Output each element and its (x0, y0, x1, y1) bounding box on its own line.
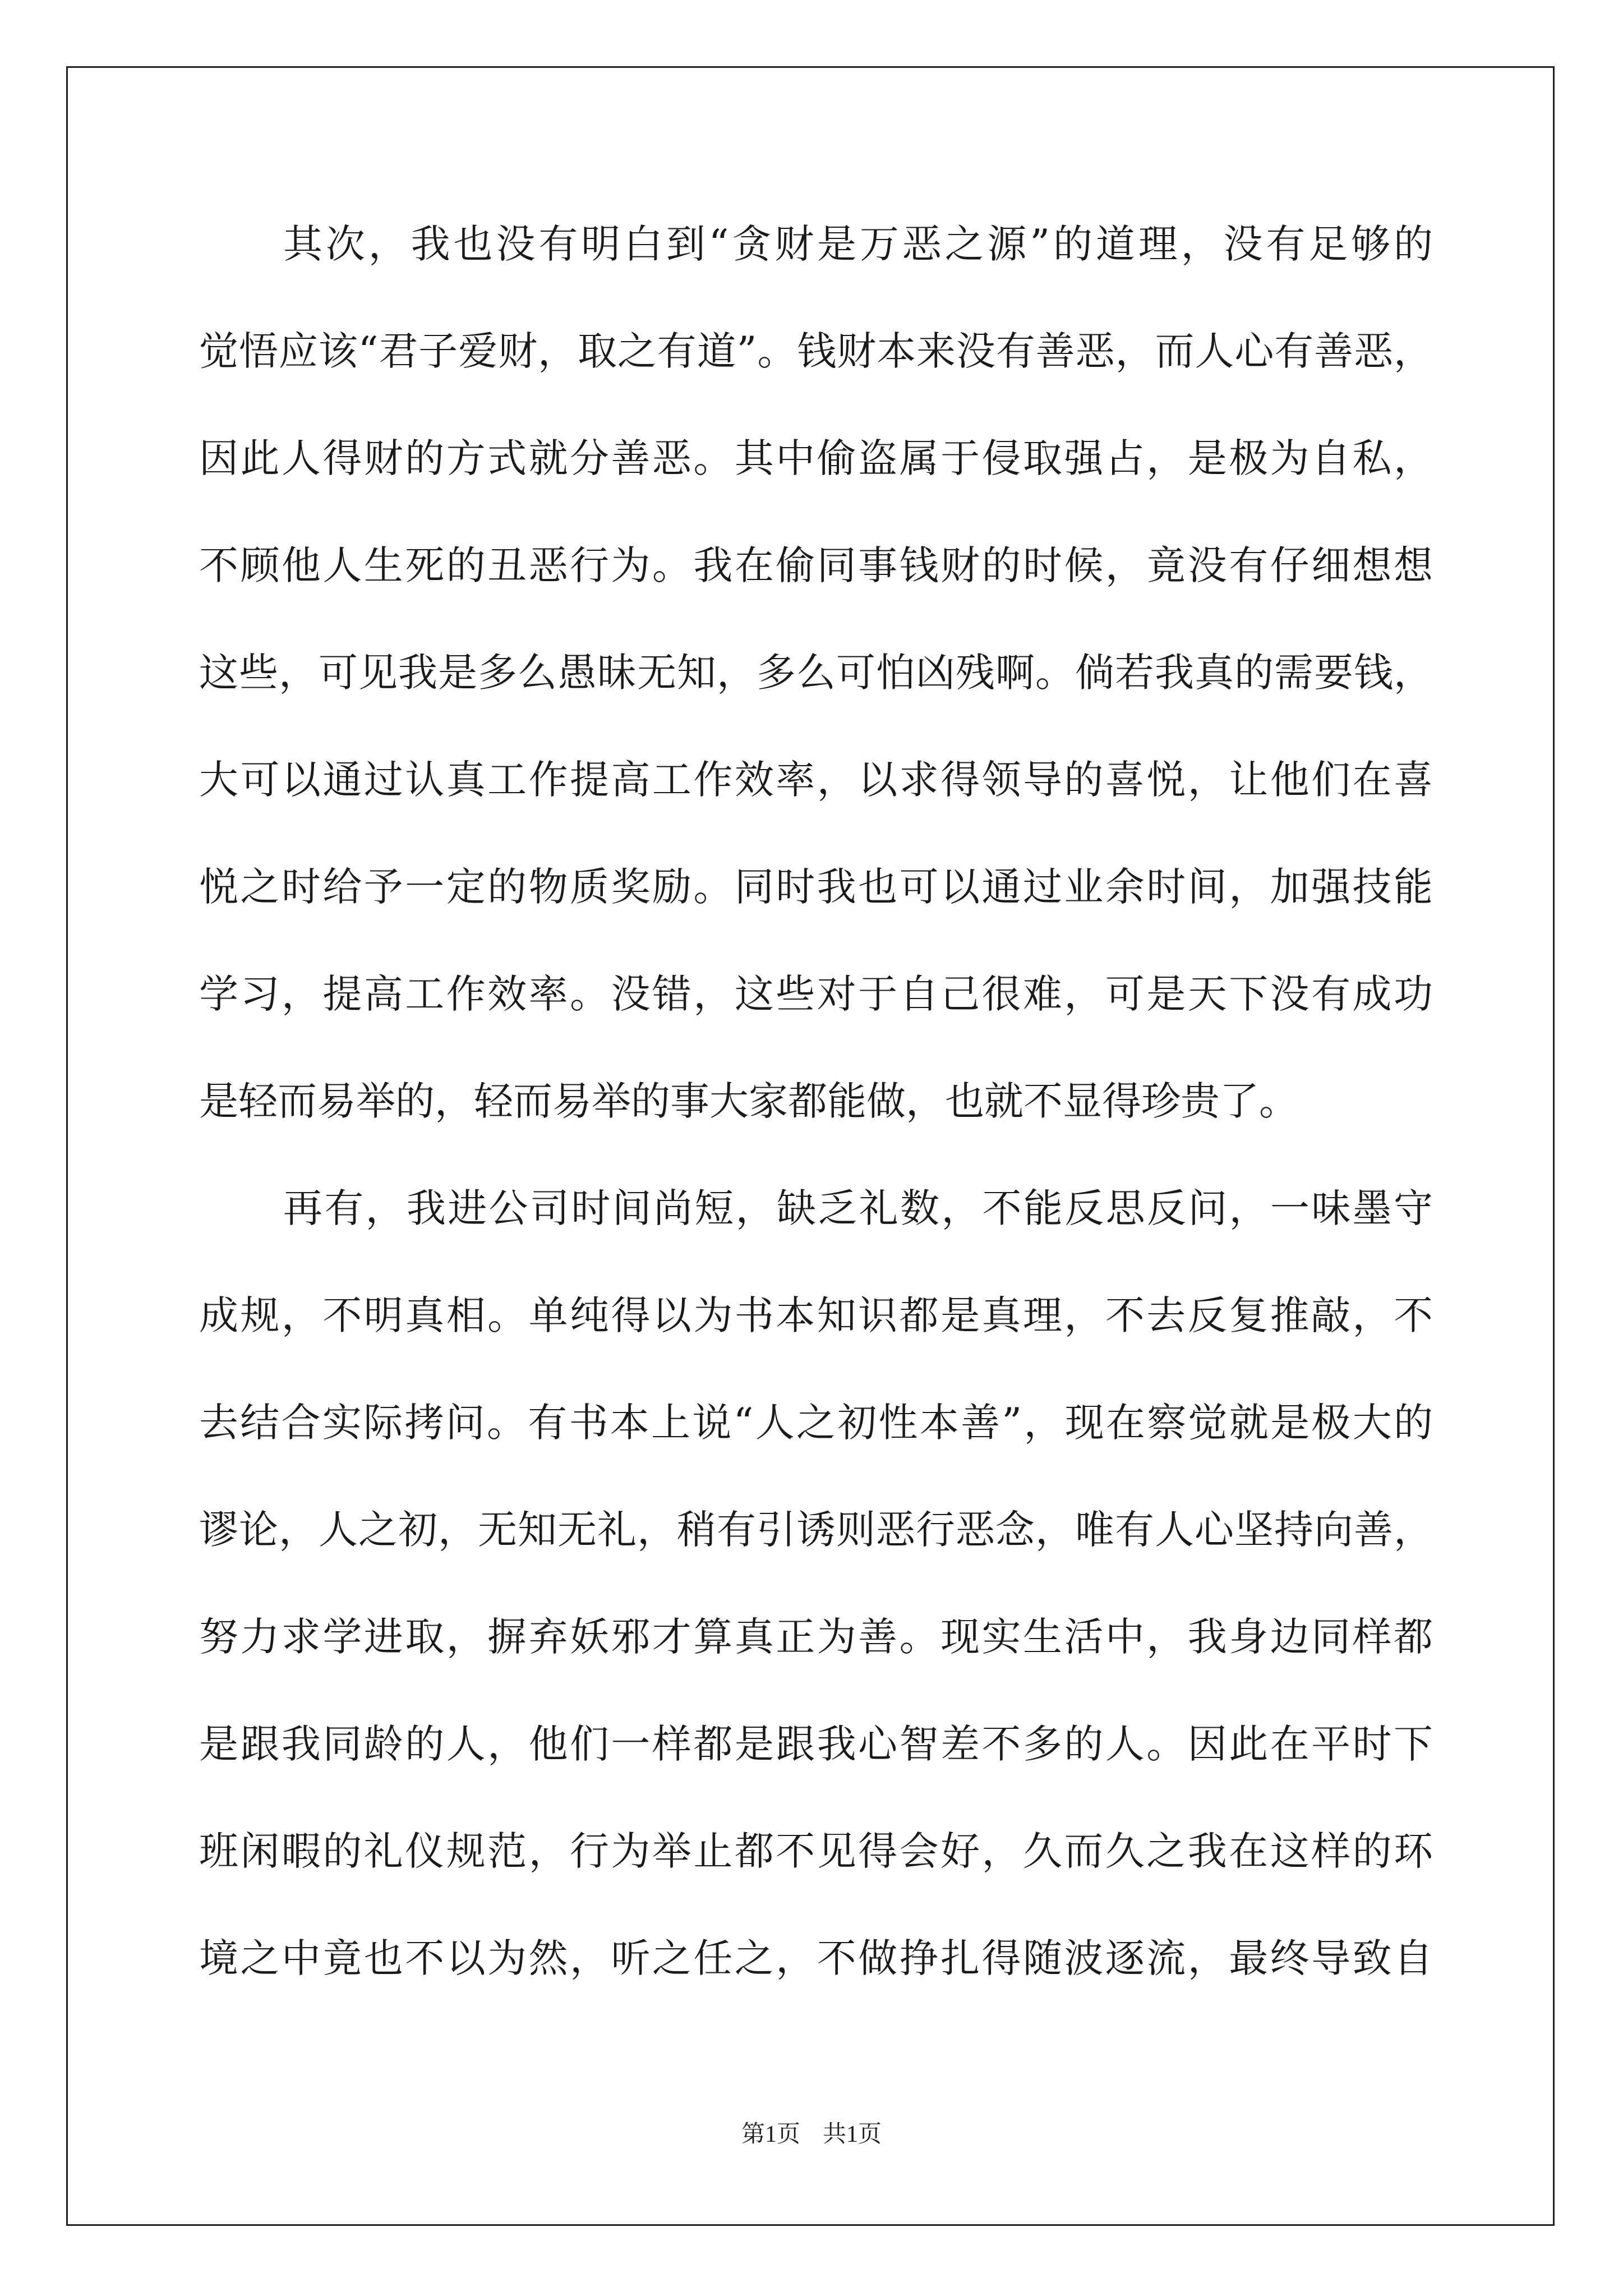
paragraph-2-line-2: 成规，不明真相。单纯得以为书本知识都是真理，不去反复推敲，不 (199, 1292, 1433, 1338)
paragraph-1-line-9: 是轻而易举的，轻而易举的事大家都能做，也就不显得珍贵了。 (199, 1078, 1298, 1124)
paragraph-1-line-8: 学习，提高工作效率。没错，这些对于自己很难，可是天下没有成功 (199, 971, 1433, 1017)
paragraph-1-line-5: 这些，可见我是多么愚昧无知，多么可怕凶残啊。倘若我真的需要钱， (199, 650, 1433, 696)
paragraph-1-line-6: 大可以通过认真工作提高工作效率，以求得领导的喜悦，让他们在喜 (199, 757, 1433, 803)
paragraph-2-line-4: 谬论，人之初，无知无礼，稍有引诱则恶行恶念，唯有人心坚持向善， (199, 1507, 1433, 1553)
paragraph-1-line-1: 其次，我也没有明白到“贪财是万恶之源”的道理，没有足够的 (283, 221, 1433, 267)
paragraph-2-line-1: 再有，我进公司时间尚短，缺乏礼数，不能反思反问，一味墨守 (283, 1185, 1433, 1231)
paragraph-1-line-3: 因此人得财的方式就分善恶。其中偷盗属于侵取强占，是极为自私， (199, 435, 1433, 481)
paragraph-2-line-6: 是跟我同龄的人，他们一样都是跟我心智差不多的人。因此在平时下 (199, 1721, 1433, 1767)
paragraph-2-line-8: 境之中竟也不以为然，听之任之，不做挣扎得随波逐流，最终导致自 (199, 1935, 1433, 1981)
paragraph-2-line-3: 去结合实际拷问。有书本上说“人之初性本善”，现在察觉就是极大的 (199, 1400, 1433, 1446)
page-footer (0, 2118, 1623, 2151)
paragraph-1-line-2: 觉悟应该“君子爱财，取之有道”。钱财本来没有善恶，而人心有善恶， (199, 328, 1433, 374)
page-number-current: 第1页 (741, 2122, 800, 2147)
paragraph-1-line-7: 悦之时给予一定的物质奖励。同时我也可以通过业余时间，加强技能 (199, 864, 1433, 910)
page-number-total: 共1页 (823, 2122, 882, 2147)
paragraph-2-line-5: 努力求学进取，摒弃妖邪才算真正为善。现实生活中，我身边同样都 (199, 1614, 1433, 1660)
paragraph-1-line-4: 不顾他人生死的丑恶行为。我在偷同事钱财的时候，竟没有仔细想想 (199, 542, 1433, 588)
paragraph-2-line-7: 班闲暇的礼仪规范，行为举止都不见得会好，久而久之我在这样的环 (199, 1828, 1433, 1874)
page-border (66, 66, 1555, 2226)
